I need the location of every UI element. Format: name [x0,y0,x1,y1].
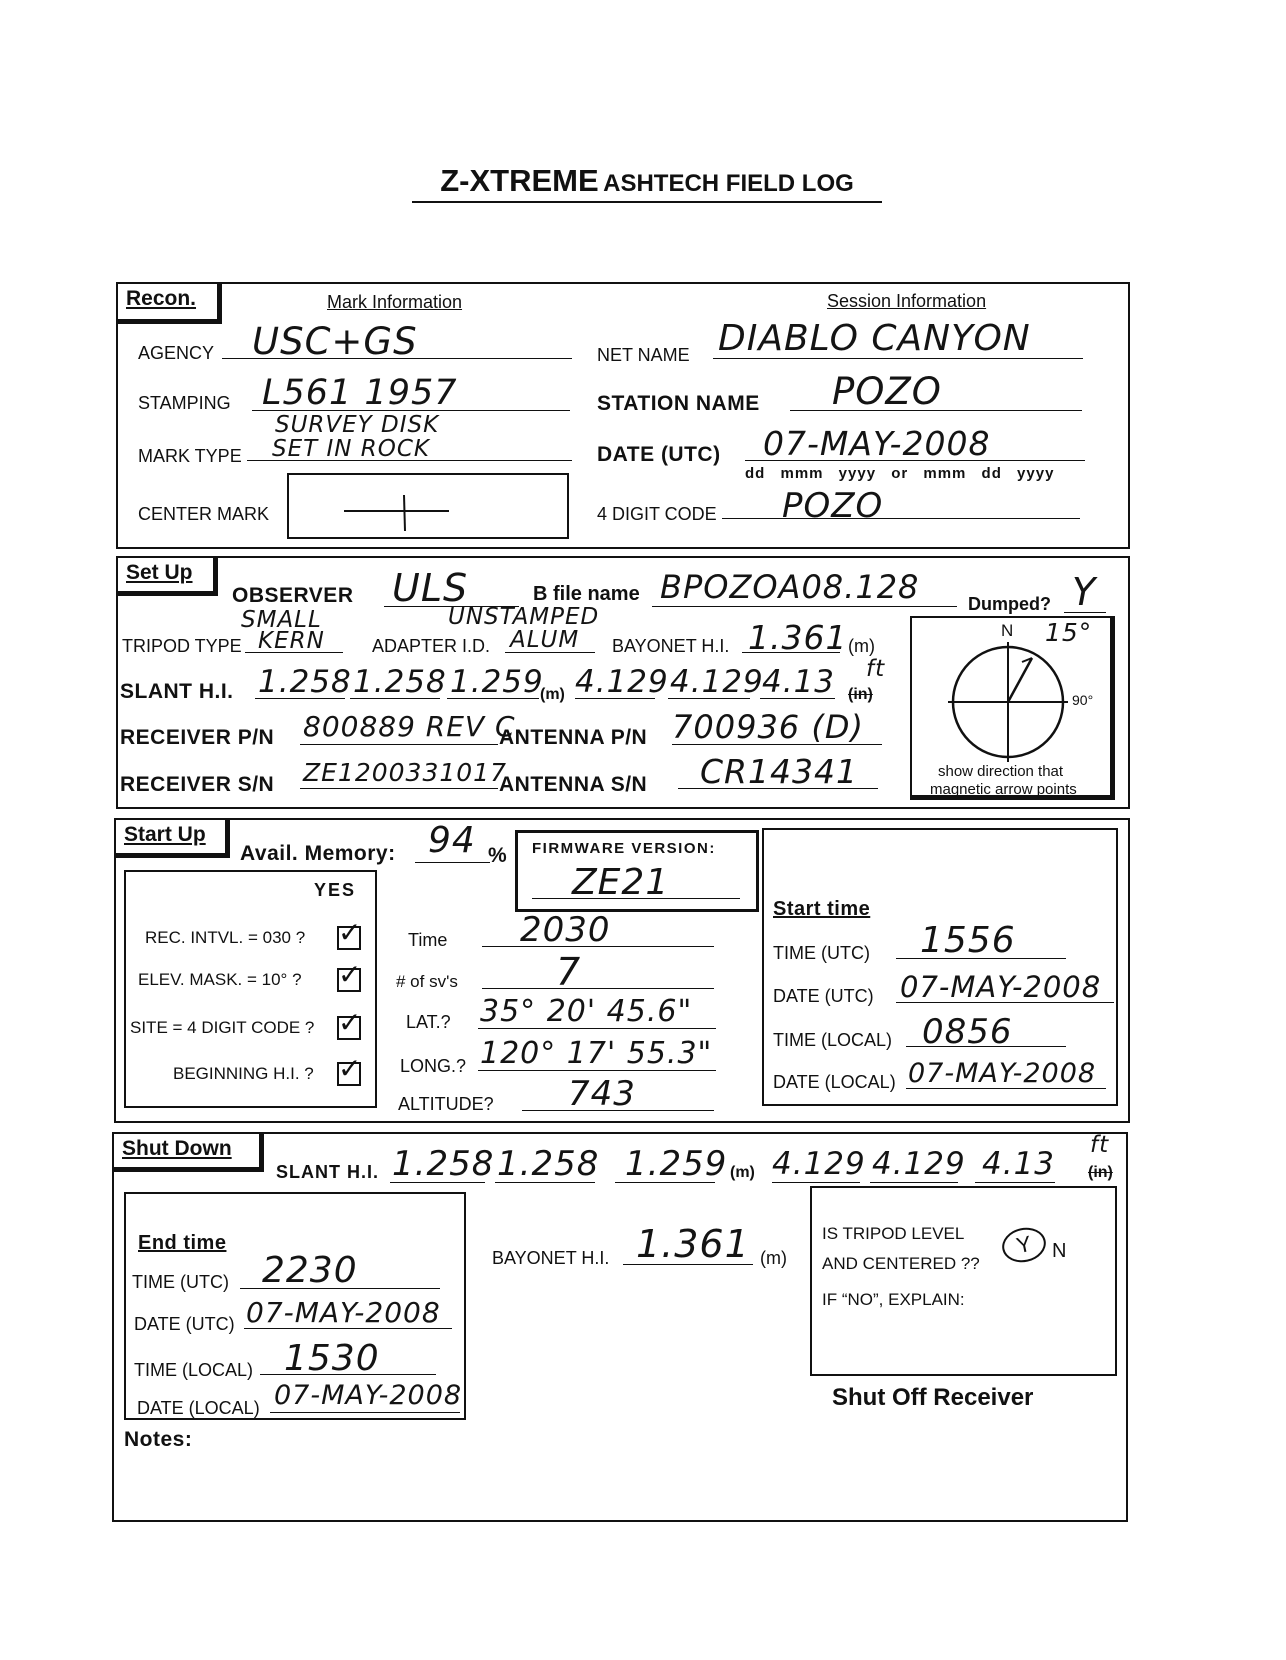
tripod-level-box [810,1186,1117,1376]
receiver-pn-line [300,744,498,745]
shutdown-slant-ft-1-line [772,1182,860,1183]
long-label: LONG.? [400,1056,467,1076]
lat-label: LAT.? [406,1012,451,1032]
start-time-utc-label: TIME (UTC) [773,943,870,963]
tripod-level-question-line2: AND CENTERED ?? [822,1254,980,1273]
shutdown-slant-m-3-value: 1.259 [625,1144,728,1184]
firmware-value: ZE21 [572,862,670,903]
center-mark-cross-icon [289,475,569,539]
slant-hi-label: SLANT H.I. [120,680,234,703]
end-time-utc-label: TIME (UTC) [132,1272,229,1292]
tripod-level-yes-text: Y [1014,1230,1034,1259]
mark-type-label: MARK TYPE [138,446,242,466]
session-information-heading: Session Information [827,291,987,311]
slant-m-unit: (m) [540,686,565,703]
mark-type-value-line1: SURVEY DISK [275,412,440,438]
date-utc-label: DATE (UTC) [597,443,721,466]
slant-ft-unit: ft [866,656,886,682]
check-rec-interval-label: REC. INTVL. = 030 ? [145,928,306,947]
recon-tab: Recon. [116,282,222,324]
four-digit-code-line [722,518,1080,519]
check-site-code-label: SITE = 4 DIGIT CODE ? [130,1018,315,1037]
end-date-local-line [270,1412,460,1413]
start-time-utc-value: 1556 [920,920,1016,961]
stamping-label: STAMPING [138,393,231,413]
end-time-local-label: TIME (LOCAL) [134,1360,254,1380]
tripod-type-label: TRIPOD TYPE [122,636,242,656]
bfile-name-label: B file name [533,583,640,605]
station-name-value: POZO [832,370,942,413]
setup-tab: Set Up [116,556,218,596]
adapter-id-label: ADAPTER I.D. [372,636,491,656]
mark-information-heading: Mark Information [327,292,463,312]
end-time-heading: End time [138,1232,227,1254]
form-title-rest: ASHTECH FIELD LOG [603,170,854,197]
mark-type-value-line2: SET IN ROCK [272,436,431,462]
net-name-value: DIABLO CANYON [718,318,1031,359]
check-rec-interval-mark-icon: ✓ [338,916,362,949]
start-date-utc-label: DATE (UTC) [773,986,874,1006]
tripod-level-no-option[interactable]: N [1052,1240,1067,1262]
sv-count-value: 7 [556,950,582,994]
firmware-label: FIRMWARE VERSION: [532,840,716,857]
form-title [412,163,882,203]
shutdown-slant-m-1-value: 1.258 [392,1144,495,1184]
form-title-main: Z-XTREME [440,163,599,198]
agency-label: AGENCY [138,343,215,363]
shutdown-slant-ft-unit: ft [1090,1132,1110,1158]
bfile-name-value: BPOZOA08.128 [660,568,920,606]
tripod-level-question-line1: IS TRIPOD LEVEL [822,1224,965,1243]
slant-ft-2-value: 4.129 [670,664,764,700]
slant-ft-3-value: 4.13 [762,664,836,700]
check-beginning-hi-label: BEGINNING H.I. ? [173,1064,314,1083]
end-date-utc-value: 07-MAY-2008 [246,1296,441,1329]
center-mark-label: CENTER MARK [138,504,270,524]
shut-off-receiver-label: Shut Off Receiver [832,1384,1034,1411]
shutdown-slant-ft-3-value: 4.13 [982,1146,1056,1182]
dumped-label: Dumped? [968,594,1051,614]
time-value: 2030 [520,910,611,950]
receiver-sn-line [300,788,498,789]
avail-memory-line [415,862,490,863]
stamping-value: L561 1957 [262,373,458,413]
agency-value: USC+GS [252,320,418,363]
slant-ft-1-value: 4.129 [575,664,669,700]
shutdown-slant-m-unit: (m) [730,1164,755,1181]
antenna-pn-label: ANTENNA P/N [499,726,648,749]
lat-value: 35° 20' 45.6" [480,994,693,1029]
start-time-local-label: TIME (LOCAL) [773,1030,893,1050]
compass-dial-icon [920,638,1120,778]
shutdown-slant-label: SLANT H.I. [276,1162,379,1182]
sv-count-line [482,988,714,989]
shutdown-tab: Shut Down [112,1132,264,1172]
tripod-explain-label: IF “NO”, EXPLAIN: [822,1290,965,1309]
shutdown-slant-ft-2-value: 4.129 [872,1146,966,1182]
slant-in-unit: (in) [848,686,873,703]
dumped-value: Y [1072,570,1097,614]
compass-degree-value: 15° [1045,618,1093,647]
slant-m-3-value: 1.259 [450,664,544,700]
start-time-local-value: 0856 [922,1012,1013,1052]
startup-tab: Start Up [114,818,230,858]
slant-m-2-value: 1.258 [353,664,447,700]
adapter-id-value-line2: ALUM [510,627,580,653]
tripod-type-value-line2: KERN [258,628,325,654]
start-date-utc-value: 07-MAY-2008 [900,970,1102,1004]
sv-count-label: # of sv's [396,972,458,991]
shutdown-slant-m-2-value: 1.258 [497,1144,600,1184]
tripod-type-value-line1: SMALL [241,607,322,633]
check-beginning-hi-mark-icon: ✓ [338,1052,362,1085]
start-date-local-value: 07-MAY-2008 [908,1058,1097,1089]
end-time-local-value: 1530 [284,1338,380,1379]
receiver-pn-label: RECEIVER P/N [120,726,275,749]
end-date-local-label: DATE (LOCAL) [137,1398,260,1418]
notes-label: Notes: [124,1428,193,1451]
check-elev-mask-mark-icon: ✓ [338,958,362,991]
slant-m-1-value: 1.258 [258,664,352,700]
receiver-sn-label: RECEIVER S/N [120,773,275,796]
compass-caption-line2: magnetic arrow points [930,781,1077,798]
end-date-local-value: 07-MAY-2008 [274,1380,463,1411]
date-format-hint: dd mmm yyyy or mmm dd yyyy [745,465,1055,482]
shutdown-bayonet-value: 1.361 [636,1222,750,1266]
long-value: 120° 17' 55.3" [480,1036,713,1071]
center-mark-box [287,473,569,539]
avail-memory-label: Avail. Memory: [240,842,396,865]
checklist-yes-heading: YES [314,880,357,900]
compass-90-label: 90° [1072,692,1094,708]
avail-memory-unit: % [488,844,508,867]
bayonet-hi-value: 1.361 [748,618,848,657]
receiver-pn-value: 800889 REV C [303,710,516,743]
start-time-heading: Start time [773,898,871,920]
end-date-utc-label: DATE (UTC) [134,1314,235,1334]
check-site-code-mark-icon: ✓ [338,1006,362,1039]
four-digit-code-label: 4 DIGIT CODE [597,504,717,524]
antenna-pn-value: 700936 (D) [672,708,864,746]
bayonet-hi-label: BAYONET H.I. [612,636,730,656]
four-digit-code-value: POZO [782,486,884,526]
compass-caption-line1: show direction that [938,763,1064,780]
time-label: Time [408,930,448,950]
shutdown-slant-ft-1-value: 4.129 [772,1146,866,1182]
shutdown-slant-ft-3-line [975,1182,1055,1183]
net-name-label: NET NAME [597,345,690,365]
receiver-sn-value: ZE1200331017 [303,758,507,787]
start-date-local-label: DATE (LOCAL) [773,1072,896,1092]
end-time-utc-value: 2230 [262,1250,358,1291]
shutdown-bayonet-unit: (m) [760,1248,787,1268]
observer-value: ULS [392,566,469,610]
altitude-label: ALTITUDE? [398,1094,494,1114]
date-utc-value: 07-MAY-2008 [763,424,991,463]
altitude-value: 743 [568,1074,636,1114]
bayonet-hi-unit: (m) [848,636,875,656]
shutdown-bayonet-label: BAYONET H.I. [492,1248,610,1268]
observer-label: OBSERVER [232,584,354,607]
bfile-name-line [652,606,957,607]
shutdown-slant-ft-2-line [870,1182,958,1183]
adapter-id-value-line1: UNSTAMPED [448,604,600,630]
antenna-sn-label: ANTENNA S/N [499,773,648,796]
check-elev-mask-label: ELEV. MASK. = 10° ? [138,970,302,989]
shutdown-slant-in-unit: (in) [1088,1164,1113,1181]
avail-memory-value: 94 [428,820,476,861]
antenna-sn-value: CR14341 [700,752,858,791]
compass-north-label: N [1001,621,1014,640]
station-name-label: STATION NAME [597,392,760,415]
